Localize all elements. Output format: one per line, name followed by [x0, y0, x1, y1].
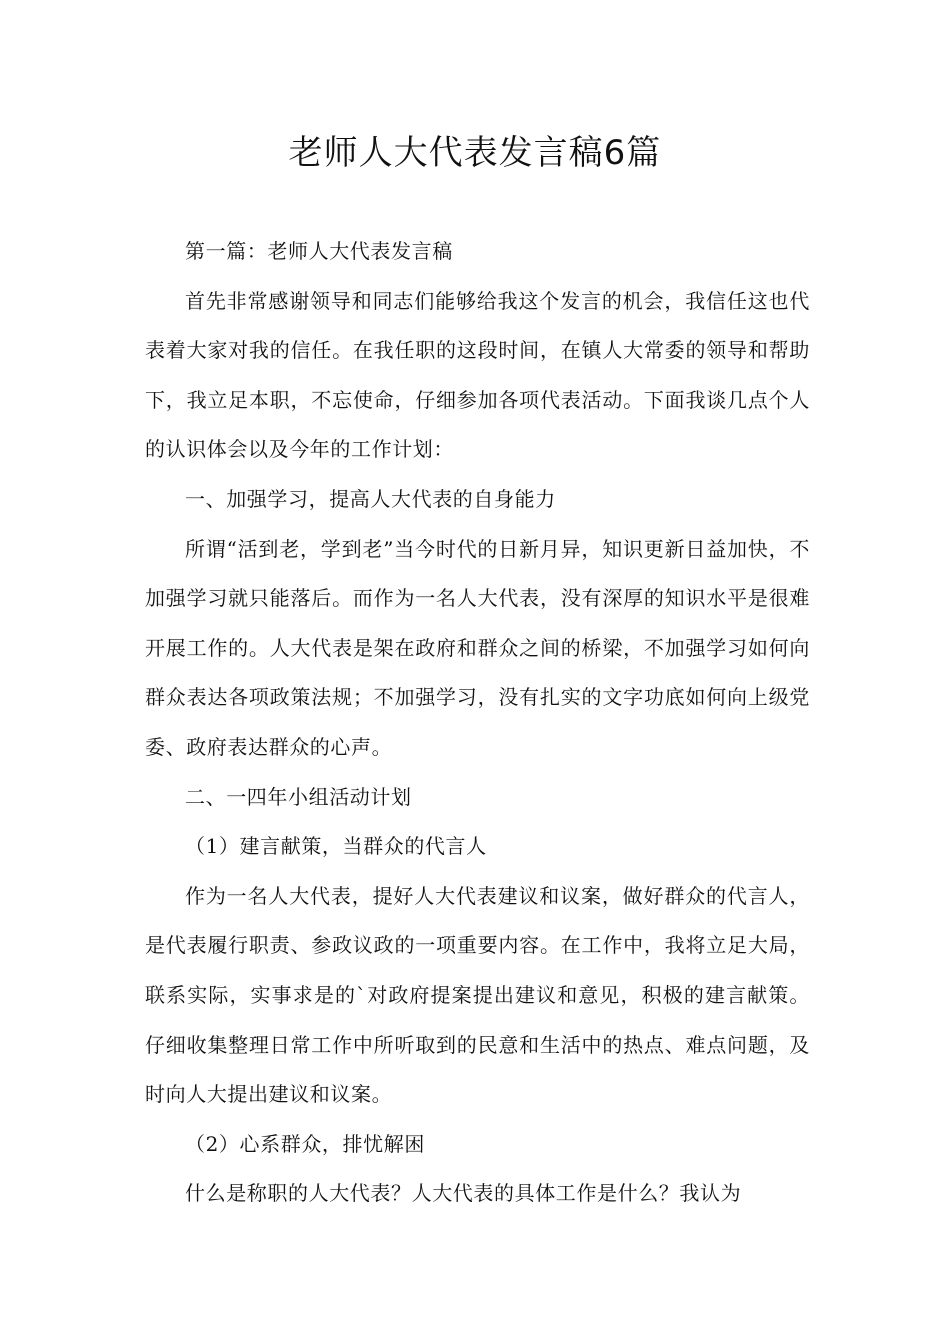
paragraph-intro: 首先非常感谢领导和同志们能够给我这个发言的机会，我信任这也代表着大家对我的信任。在我任职的这段时间，在镇人大常委的领导和帮助下，我立足本职，不忘使命，仔细参加各项代表活动。下面我谈几点个人的认识体会以及今年的工作计划： [145, 288, 810, 462]
section-heading-2: 二、一四年小组活动计划 [185, 784, 412, 809]
document-body [145, 227, 810, 1219]
section-heading-first: 第一篇：老师人大代表发言稿 [185, 239, 453, 263]
subsection-heading-1: （1）建言献策，当群众的代言人 [185, 834, 487, 859]
paragraph-learning: 所谓“活到老，学到老”当今时代的日新月异，知识更新日益加快，不加强学习就只能落后。而作为一名人大代表，没有深厚的知识水平是很难开展工作的。人大代表是架在政府和群众之间的桥梁，不加强学习如何向群众表达各项政策法规；不加强学习，没有扎实的文字功底如何向上级党委、政府表达群众的心声。 [145, 536, 810, 759]
section-heading-1: 一、加强学习，提高人大代表的自身能力 [185, 486, 556, 511]
paragraph-question: 什么是称职的人大代表？人大代表的具体工作是什么？我认为 [185, 1181, 742, 1206]
paragraph-advice: 作为一名人大代表，提好人大代表建议和议案，做好群众的代言人，是代表履行职责、参政议政的一项重要内容。在工作中，我将立足大局，联系实际，实事求是的`对政府提案提出建议和意见，积极的建言献策。仔细收集整理日常工作中所听取到的民意和生活中的热点、难点问题，及时向人大提出建议和议案。 [145, 883, 810, 1107]
subsection-heading-2: （2）心系群众，排忧解困 [185, 1131, 425, 1156]
document-title: 老师人大代表发言稿6篇 [288, 133, 662, 173]
